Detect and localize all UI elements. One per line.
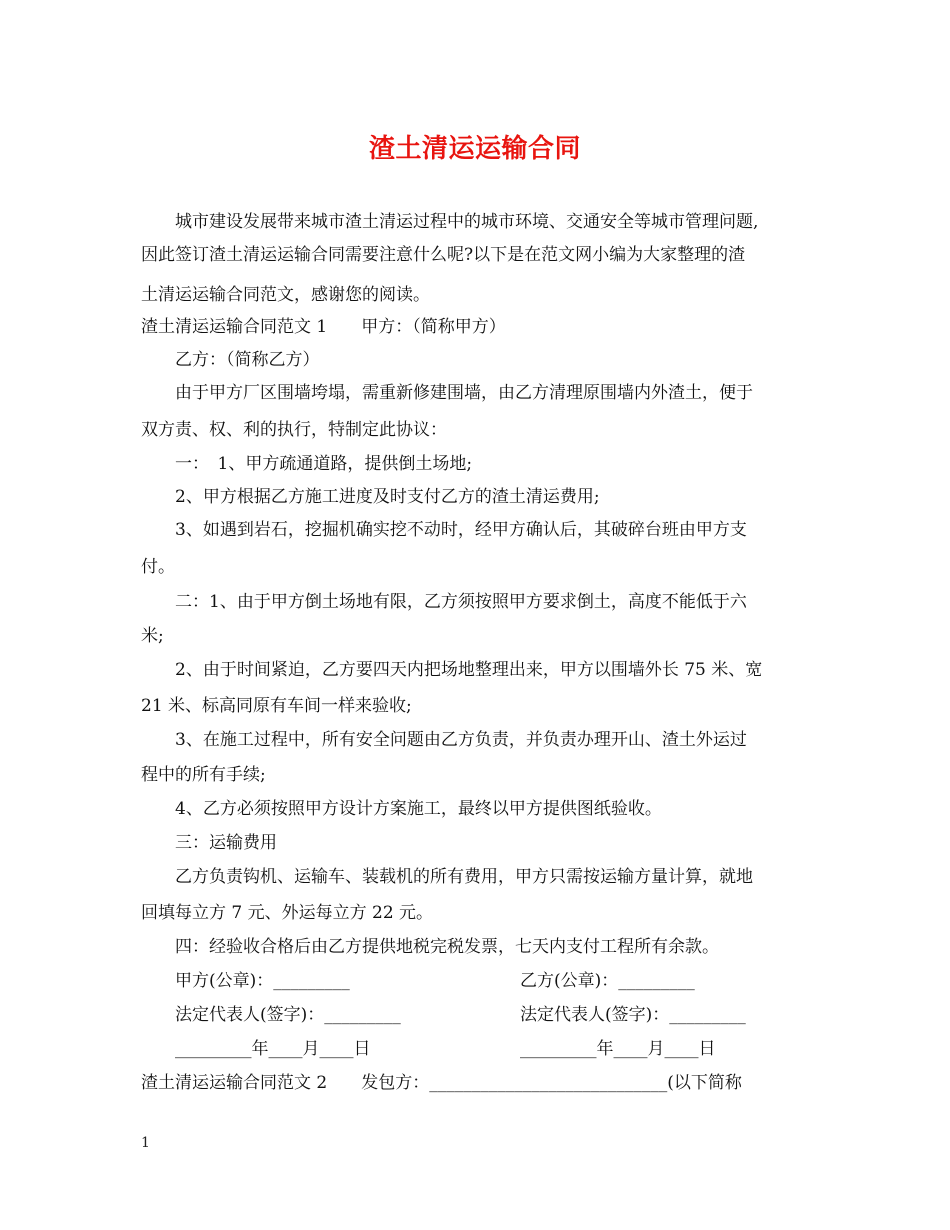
document-title: 渣土清运运输合同: [368, 134, 581, 164]
party-a-date: _________年____月____日: [175, 1039, 371, 1059]
clause-2-3-line-2: 程中的所有手续;: [141, 765, 266, 785]
section-3-line-1: 乙方负责钩机、运输车、装载机的所有费用，甲方只需按运输方量计算，就地: [175, 867, 753, 887]
clause-1-1: 一： 1、甲方疏通道路，提供倒土场地;: [175, 454, 473, 474]
section-3-heading: 三：运输费用: [175, 833, 277, 853]
party-b-seal: 乙方(公章)：_________: [520, 971, 695, 991]
party-b-representative: 法定代表人(签字)：_________: [520, 1005, 746, 1025]
intro-line-3: 土清运运输合同范文，感谢您的阅读。: [141, 285, 430, 305]
clause-2-1-line-2: 米;: [141, 626, 164, 646]
section-3-line-2: 回填每立方 7 元、外运每立方 22 元。: [141, 903, 434, 923]
sample1-heading: 渣土清运运输合同范文 1 甲方：（简称甲方）: [141, 317, 506, 337]
clause-2-4: 4、乙方必须按照甲方设计方案施工，最终以甲方提供图纸验收。: [175, 799, 662, 819]
preamble-line-1: 由于甲方厂区围墙垮塌，需重新修建围墙，由乙方清理原围墙内外渣土，便于: [175, 383, 753, 403]
clause-1-3-line-2: 付。: [141, 557, 175, 577]
party-a-representative: 法定代表人(签字)：_________: [175, 1005, 401, 1025]
preamble-line-2: 双方责、权、利的执行，特制定此协议：: [141, 420, 447, 440]
intro-line-2: 因此签订渣土清运运输合同需要注意什么呢?以下是在范文网小编为大家整理的渣: [141, 245, 746, 265]
sample2-heading: 渣土清运运输合同范文 2 发包方：____________________________(以下简称: [141, 1073, 742, 1093]
party-b-date: _________年____月____日: [520, 1039, 716, 1059]
clause-2-1-line-1: 二：1、由于甲方倒土场地有限，乙方须按照甲方要求倒土，高度不能低于六: [175, 592, 747, 612]
party-a-seal: 甲方(公章)：_________: [175, 971, 350, 991]
clause-2-3-line-1: 3、在施工过程中，所有安全问题由乙方负责，并负责办理开山、渣土外运过: [175, 730, 747, 750]
section-4-line: 四：经验收合格后由乙方提供地税完税发票，七天内支付工程所有余款。: [175, 937, 719, 957]
page-number: 1: [141, 1135, 150, 1151]
clause-1-3-line-1: 3、如遇到岩石，挖掘机确实挖不动时，经甲方确认后，其破碎台班由甲方支: [175, 520, 747, 540]
party-b-line: 乙方：（简称乙方）: [175, 350, 320, 370]
clause-1-2: 2、甲方根据乙方施工进度及时支付乙方的渣土清运费用;: [175, 487, 600, 507]
intro-line-1: 城市建设发展带来城市渣土清运过程中的城市环境、交通安全等城市管理问题,: [175, 212, 759, 232]
clause-2-2-line-2: 21 米、标高同原有车间一样来验收;: [141, 696, 412, 716]
clause-2-2-line-1: 2、由于时间紧迫，乙方要四天内把场地整理出来，甲方以围墙外长 75 米、宽: [175, 660, 763, 680]
